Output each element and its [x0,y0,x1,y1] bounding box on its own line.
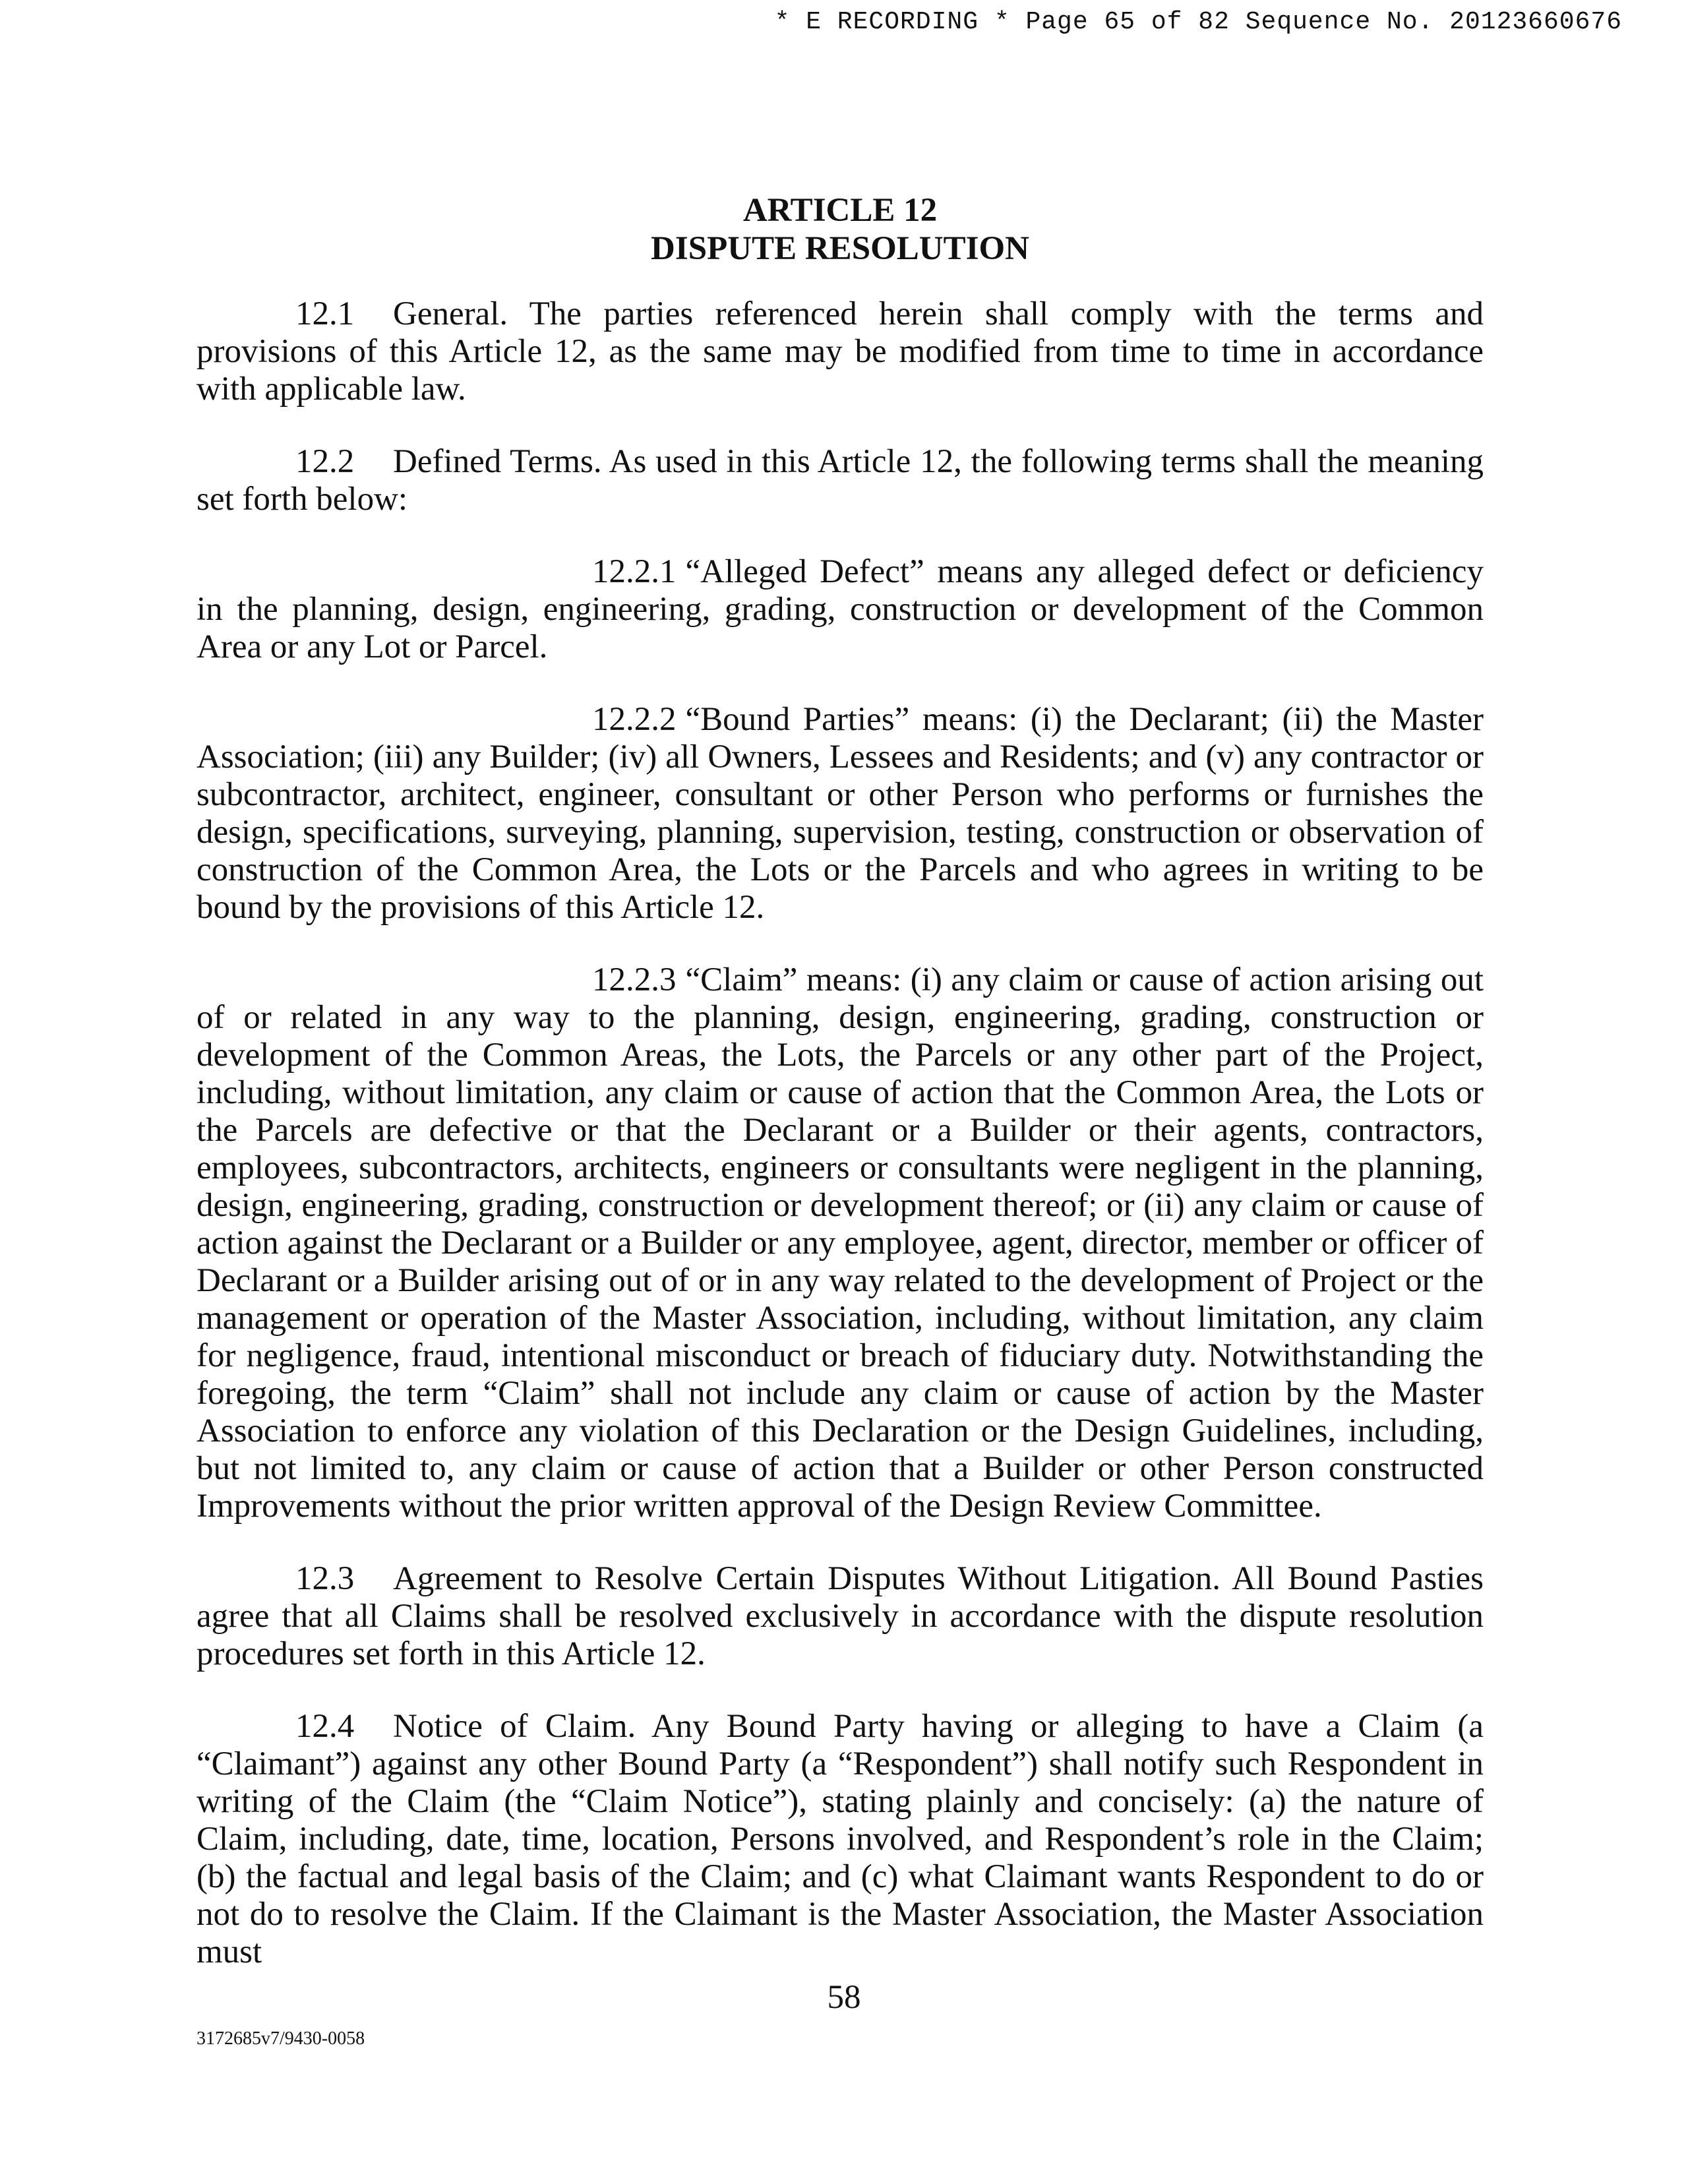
section-text: “Alleged Defect” means any alleged defect or deficiency in the planning, design, engineering, grading, construction or development of the Common Area or any Lot or Parcel. [196,553,1484,665]
section-12-2-3 [196,961,1484,1525]
section-12-2-2 [196,701,1484,926]
section-12-3 [196,1560,1484,1673]
section-12-4 [196,1708,1484,1971]
section-text: Agreement to Resolve Certain Disputes Without Litigation. All Bound Pasties agree that all Claims shall be resolved exclusively in accordance with the dispute resolution procedures set forth in this Article 12. [196,1560,1484,1672]
article-heading [196,191,1484,268]
section-number: 12.1 [295,295,355,332]
section-12-2-1 [196,553,1484,666]
section-text: Defined Terms. As used in this Article 12, the following terms shall the meaning set forth below: [196,443,1484,518]
section-text: “Claim” means: (i) any claim or cause of action arising out of or related in any way to the planning, design, engineering, grading, construction or development of the Common Areas, the Lots, the Parcels or any other part of the Project, including, without limitation, any claim or cause of action that the Common Area, the Lots or the Parcels are defective or that the Declarant or a Builder or their agents, contractors, employees, subcontractors, architects, engineers or consultants were negligent in the planning, design, engineering, grading, construction or development thereof; or (ii) any claim or cause of action against the Declarant or a Builder or any employee, agent, director, member or officer of Declarant or a Builder arising out of or in any way related to the development of Project or the management or operation of the Master Association, including, without limitation, any claim for negligence, fraud, intentional misconduct or breach of fiduciary duty. Notwithstanding the foregoing, the term “Claim” shall not include any claim or cause of action by the Master Association to enforce any violation of this Declaration or the Design Guidelines, including, but not limited to, any claim or cause of action that a Builder or other Person constructed Improvements without the prior written approval of the Design Review Committee. [196,961,1484,1525]
page-number: 58 [827,1979,861,2016]
section-text: General. The parties referenced herein shall comply with the terms and provisions of this Article 12, as the same may be modified from time to time in accordance with applicable law. [196,295,1484,408]
document-id: 3172685v7/9430-0058 [196,2028,365,2049]
section-number: 12.3 [295,1560,355,1597]
section-text: Notice of Claim. Any Bound Party having or alleging to have a Claim (a “Claimant”) against any other Bound Party (a “Respondent”) shall notify such Respondent in writing of the Claim (the “Claim Notice”), stating plainly and concisely: (a) the nature of Claim, including, date, time, location, Persons involved, and Respondent’s role in the Claim; (b) the factual and legal basis of the Claim; and (c) what Claimant wants Respondent to do or not do to resolve the Claim. If the Claimant is the Master Association, the Master Association must [196,1708,1484,1970]
section-number: 12.2.3 [592,961,677,998]
recording-stamp: * E RECORDING * Page 65 of 82 Sequence No. 20123660676 [774,8,1622,36]
article-title: DISPUTE RESOLUTION [651,230,1029,267]
section-number: 12.2 [295,443,355,480]
article-number: ARTICLE 12 [742,192,938,229]
document-body [196,191,1484,2006]
section-number: 12.4 [295,1708,355,1745]
section-12-2 [196,443,1484,518]
section-number: 12.2.2 [592,701,677,738]
section-12-1 [196,295,1484,408]
section-number: 12.2.1 [592,553,677,590]
section-text: “Bound Parties” means: (i) the Declarant; (ii) the Master Association; (iii) any Builder; (iv) all Owners, Lessees and Residents; and (v) any contractor or subcontractor, architect, engineer, consultant or other Person who performs or furnishes the design, specifications, surveying, planning, supervision, testing, construction or observation of construction of the Common Area, the Lots or the Parcels and who agrees in writing to be bound by the provisions of this Article 12. [196,701,1484,926]
